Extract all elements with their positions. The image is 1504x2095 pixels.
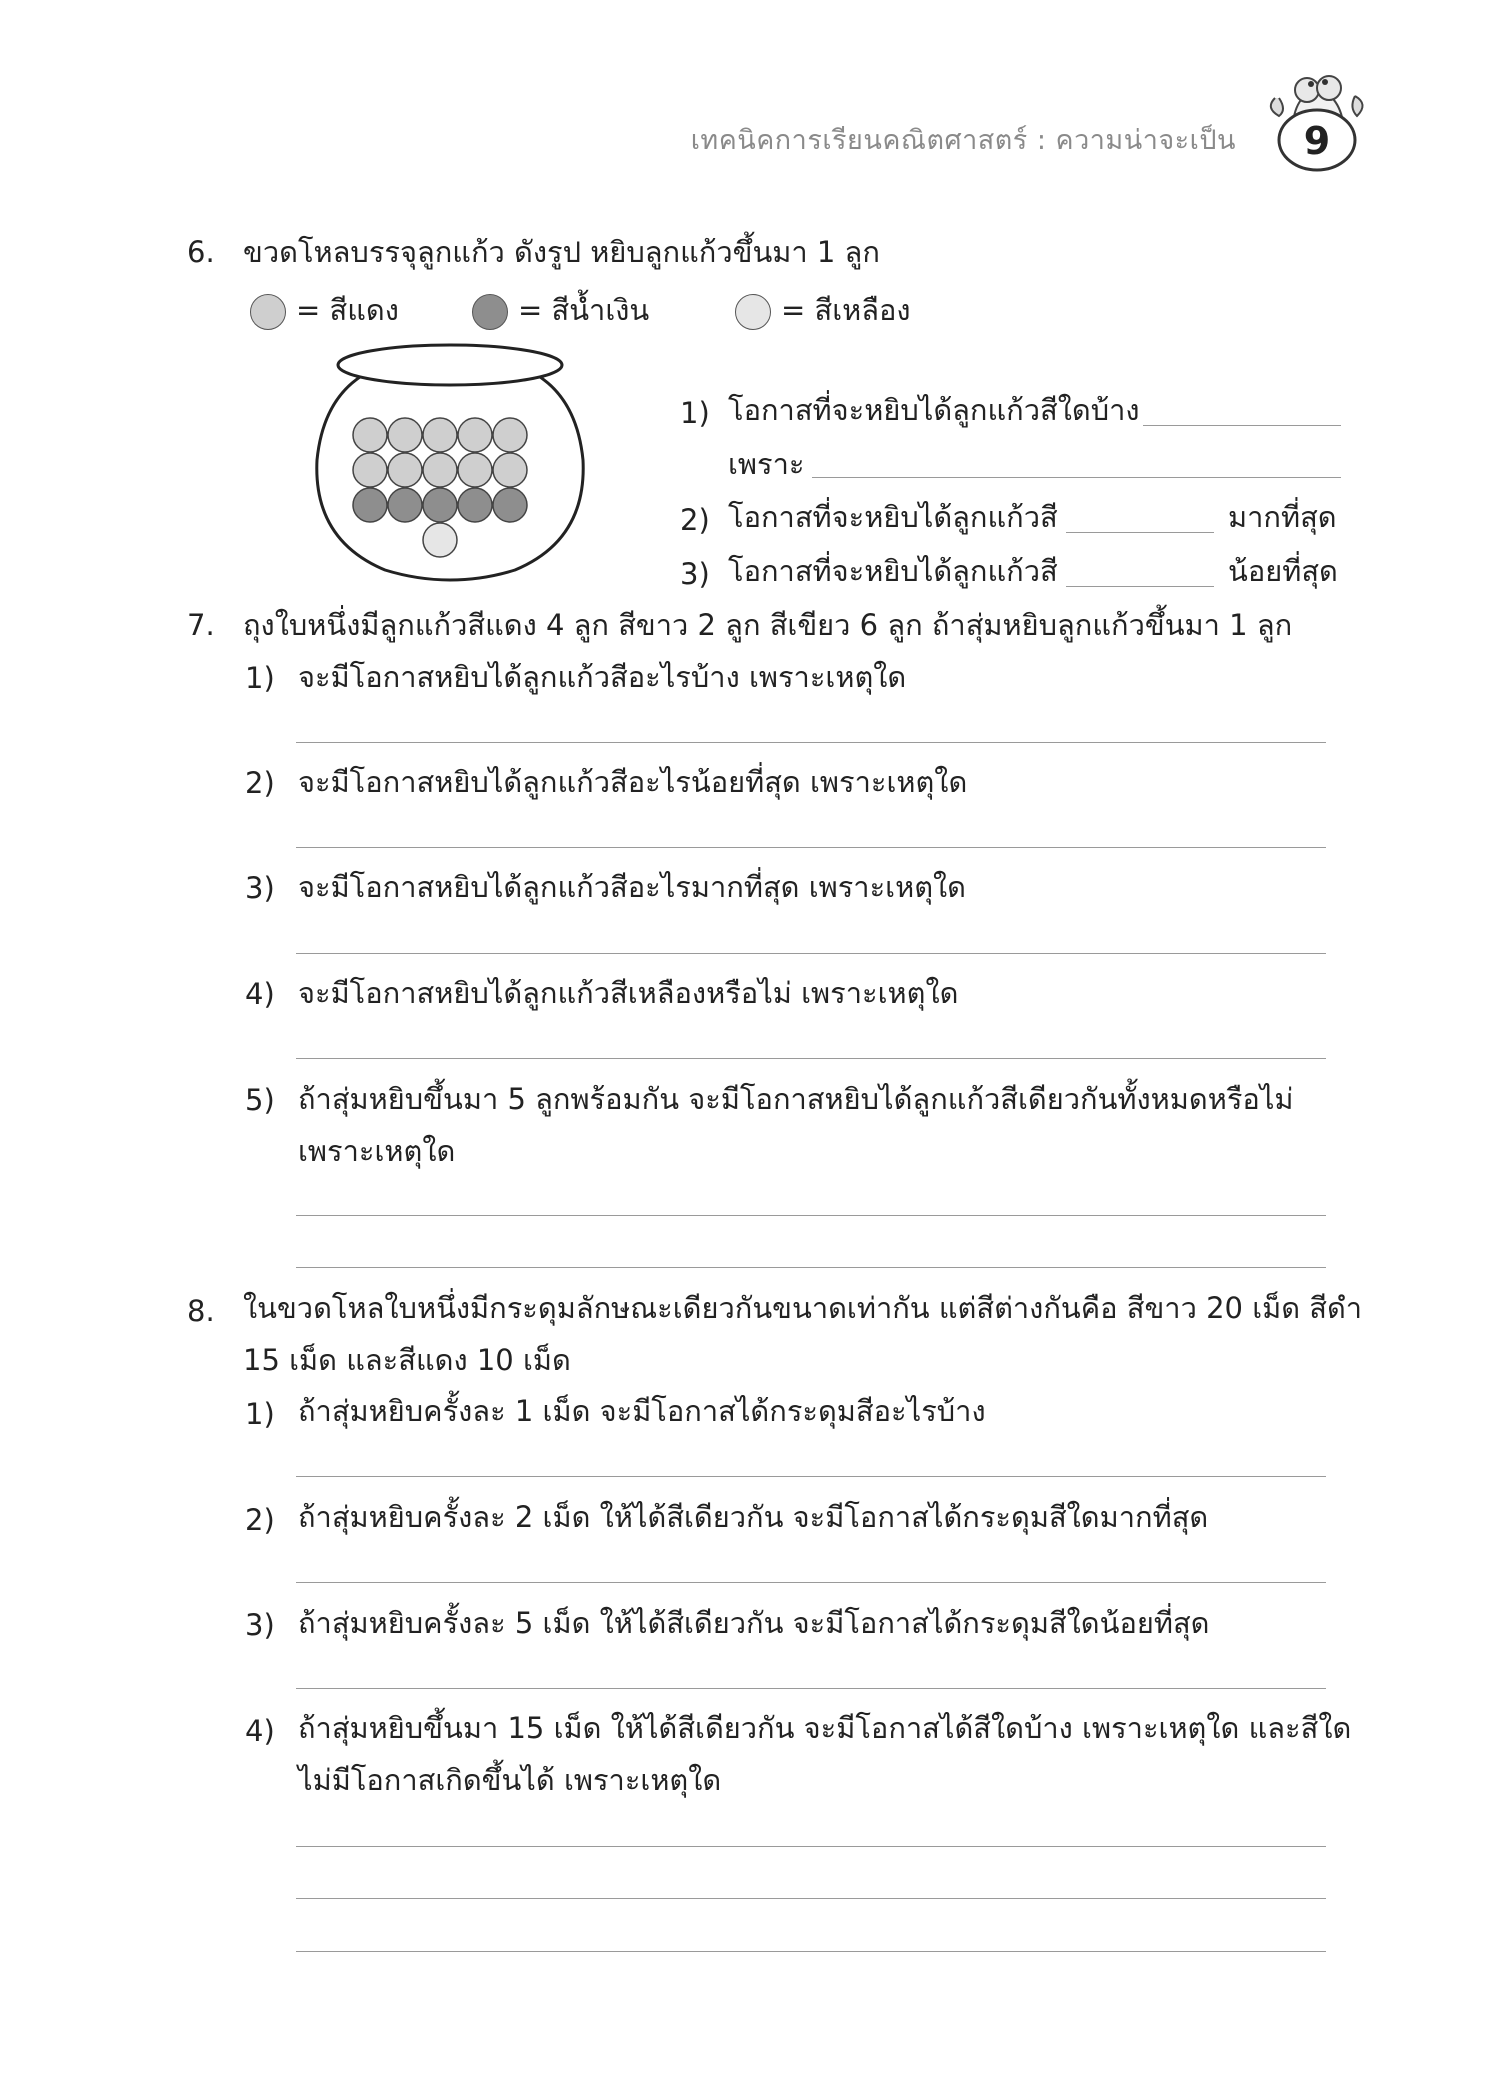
q7-item3-number: 3) bbox=[245, 871, 275, 905]
q6-item3-number: 3) bbox=[680, 557, 710, 591]
legend-red-marble-icon bbox=[250, 294, 286, 330]
legend-red-label: = สีแดง bbox=[296, 293, 399, 327]
q7-question: ถุงใบหนึ่งมีลูกแก้วสีแดง 4 ลูก สีขาว 2 ลูก สีเขียว 6 ลูก ถ้าสุ่มหยิบลูกแก้วขึ้นมา 1 ลูก bbox=[243, 608, 1293, 642]
q8-item1-answer-line[interactable] bbox=[296, 1476, 1326, 1477]
marble-blue-icon bbox=[458, 488, 492, 522]
q8-item4-text: ถ้าสุ่มหยิบขึ้นมา 15 เม็ด ให้ได้สีเดียวกัน จะมีโอกาสได้สีใดบ้าง เพราะเหตุใด และสีใด bbox=[298, 1711, 1352, 1745]
page-number: 9 bbox=[1303, 119, 1331, 163]
marble-red-icon bbox=[388, 453, 422, 487]
marble-jar-illustration bbox=[305, 340, 595, 585]
marble-blue-icon bbox=[493, 488, 527, 522]
q7-number: 7. bbox=[187, 608, 215, 642]
q6-item1-answer-line[interactable] bbox=[1143, 425, 1341, 426]
legend-yellow-marble-icon bbox=[735, 294, 771, 330]
q6-item1-because: เพราะ bbox=[728, 447, 805, 481]
marble-red-icon bbox=[493, 418, 527, 452]
q8-item3-answer-line[interactable] bbox=[296, 1688, 1326, 1689]
marble-blue-icon bbox=[423, 488, 457, 522]
q8-number: 8. bbox=[187, 1294, 215, 1328]
q6-item2-answer-line[interactable] bbox=[1066, 532, 1214, 533]
q7-item1-answer-line[interactable] bbox=[296, 742, 1326, 743]
marble-red-icon bbox=[353, 418, 387, 452]
q6-item1b-answer-line[interactable] bbox=[812, 477, 1341, 478]
q8-question-continued: 15 เม็ด และสีแดง 10 เม็ด bbox=[243, 1343, 571, 1377]
q6-item2-text: โอกาสที่จะหยิบได้ลูกแก้วสี bbox=[728, 500, 1058, 534]
q7-item2-number: 2) bbox=[245, 766, 275, 800]
marble-red-icon bbox=[493, 453, 527, 487]
q8-item4-answer-line-1[interactable] bbox=[296, 1846, 1326, 1847]
q7-item5-answer-line-1[interactable] bbox=[296, 1215, 1326, 1216]
q7-item4-answer-line[interactable] bbox=[296, 1058, 1326, 1059]
q7-item3-answer-line[interactable] bbox=[296, 953, 1326, 954]
marble-red-icon bbox=[388, 418, 422, 452]
q8-item4-text-continued: ไม่มีโอกาสเกิดขึ้นได้ เพราะเหตุใด bbox=[298, 1763, 722, 1797]
marble-red-icon bbox=[423, 418, 457, 452]
q7-item5-text: ถ้าสุ่มหยิบขึ้นมา 5 ลูกพร้อมกัน จะมีโอกาสหยิบได้ลูกแก้วสีเดียวกันทั้งหมดหรือไม่ bbox=[298, 1082, 1294, 1116]
q7-item2-text: จะมีโอกาสหยิบได้ลูกแก้วสีอะไรน้อยที่สุด เพราะเหตุใด bbox=[298, 765, 968, 799]
q6-number: 6. bbox=[187, 235, 215, 269]
q8-item1-text: ถ้าสุ่มหยิบครั้งละ 1 เม็ด จะมีโอกาสได้กระดุมสีอะไรบ้าง bbox=[298, 1394, 986, 1428]
q6-item3-suffix: น้อยที่สุด bbox=[1228, 554, 1338, 588]
q8-item3-number: 3) bbox=[245, 1608, 275, 1642]
q7-item4-number: 4) bbox=[245, 977, 275, 1011]
q6-item1-text: โอกาสที่จะหยิบได้ลูกแก้วสีใดบ้าง bbox=[728, 393, 1140, 427]
marble-red-icon bbox=[423, 453, 457, 487]
legend-blue-label: = สีน้ำเงิน bbox=[518, 293, 650, 327]
running-header-title: เทคนิคการเรียนคณิตศาสตร์ : ความน่าจะเป็น bbox=[690, 125, 1236, 156]
q6-item2-suffix: มากที่สุด bbox=[1228, 500, 1337, 534]
q7-item1-text: จะมีโอกาสหยิบได้ลูกแก้วสีอะไรบ้าง เพราะเหตุใด bbox=[298, 660, 907, 694]
q6-item1-number: 1) bbox=[680, 396, 710, 430]
q8-item4-number: 4) bbox=[245, 1714, 275, 1748]
legend-blue-marble-icon bbox=[472, 294, 508, 330]
marble-blue-icon bbox=[353, 488, 387, 522]
q6-item2-number: 2) bbox=[680, 503, 710, 537]
q7-item1-number: 1) bbox=[245, 661, 275, 695]
marble-red-icon bbox=[458, 453, 492, 487]
q6-question: ขวดโหลบรรจุลูกแก้ว ดังรูป หยิบลูกแก้วขึ้นมา 1 ลูก bbox=[243, 235, 880, 269]
q7-item2-answer-line[interactable] bbox=[296, 847, 1326, 848]
q8-item2-number: 2) bbox=[245, 1503, 275, 1537]
q7-item5-text-continued: เพราะเหตุใด bbox=[298, 1134, 456, 1168]
q6-item3-text: โอกาสที่จะหยิบได้ลูกแก้วสี bbox=[728, 554, 1058, 588]
page-number-badge bbox=[1255, 60, 1380, 180]
q8-item2-answer-line[interactable] bbox=[296, 1582, 1326, 1583]
q7-item3-text: จะมีโอกาสหยิบได้ลูกแก้วสีอะไรมากที่สุด เพราะเหตุใด bbox=[298, 870, 967, 904]
q8-item1-number: 1) bbox=[245, 1397, 275, 1431]
q8-question: ในขวดโหลใบหนึ่งมีกระดุมลักษณะเดียวกันขนาดเท่ากัน แต่สีต่างกันคือ สีขาว 20 เม็ด สีดำ bbox=[243, 1291, 1363, 1325]
legend-yellow-label: = สีเหลือง bbox=[781, 293, 911, 327]
marble-red-icon bbox=[353, 453, 387, 487]
marble-blue-icon bbox=[388, 488, 422, 522]
marble-red-icon bbox=[458, 418, 492, 452]
q8-item3-text: ถ้าสุ่มหยิบครั้งละ 5 เม็ด ให้ได้สีเดียวกัน จะมีโอกาสได้กระดุมสีใดน้อยที่สุด bbox=[298, 1606, 1210, 1640]
q8-item2-text: ถ้าสุ่มหยิบครั้งละ 2 เม็ด ให้ได้สีเดียวกัน จะมีโอกาสได้กระดุมสีใดมากที่สุด bbox=[298, 1500, 1209, 1534]
q7-item5-answer-line-2[interactable] bbox=[296, 1267, 1326, 1268]
q7-item4-text: จะมีโอกาสหยิบได้ลูกแก้วสีเหลืองหรือไม่ เพราะเหตุใด bbox=[298, 976, 959, 1010]
q8-item4-answer-line-2[interactable] bbox=[296, 1898, 1326, 1899]
q6-item3-answer-line[interactable] bbox=[1066, 586, 1214, 587]
q8-item4-answer-line-3[interactable] bbox=[296, 1951, 1326, 1952]
marble-yellow-icon bbox=[423, 523, 457, 557]
q7-item5-number: 5) bbox=[245, 1083, 275, 1117]
